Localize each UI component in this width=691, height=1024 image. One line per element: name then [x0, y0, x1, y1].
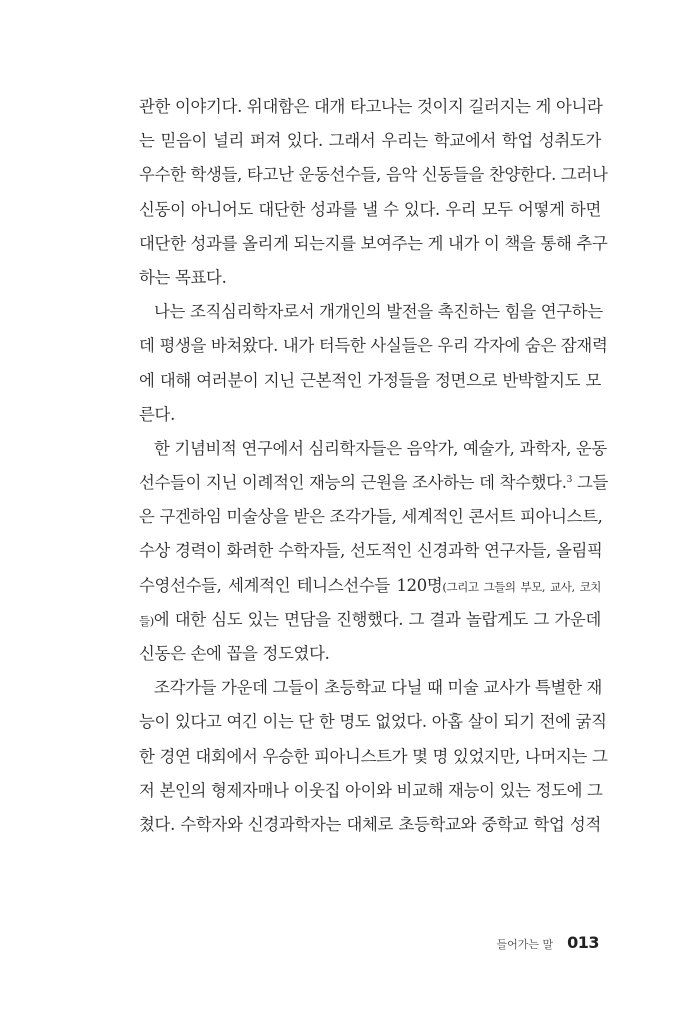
- text-line: 은 구겐하임 미술상을 받은 조각가들, 세계적인 콘서트 피아니스트,: [139, 507, 603, 527]
- body-text: [139, 90, 609, 842]
- parenthetical-note: 들): [139, 613, 154, 628]
- footnote-marker: 3: [566, 475, 573, 486]
- text-line: 조각가들 가운데 그들이 초등학교 다닐 때 미술 교사가 특별한 재: [154, 678, 603, 698]
- text-line: 신동이 아니어도 대단한 성과를 낼 수 있다. 우리 모두 어떻게 하면: [139, 199, 601, 219]
- text-segment: 선수들이 지닌 이례적인 재능의 근원을 조사하는 데 착수했다.: [139, 473, 567, 493]
- text-line: [139, 466, 609, 500]
- text-line: 하는 목표다.: [139, 267, 227, 287]
- text-line: 대단한 성과를 올리게 되는지를 보여주는 게 내가 이 책을 통해 추구: [139, 233, 608, 253]
- text-line: [139, 569, 601, 603]
- text-line: [139, 603, 601, 637]
- text-line: 신동은 손에 꼽을 정도였다.: [139, 644, 330, 663]
- text-line: 데 평생을 바쳐왔다. 내가 터득한 사실들은 우리 각자에 숨은 잠재력: [139, 336, 608, 356]
- text-line: 수상 경력이 화려한 수학자들, 선도적인 신경과학 연구자들, 올림픽: [139, 541, 603, 561]
- text-line: 능이 있다고 여긴 이는 단 한 명도 없었다. 아홉 살이 되기 전에 굵직: [139, 712, 607, 732]
- text-line: 쳤다. 수학자와 신경과학자는 대체로 초등학교와 중학교 학업 성적: [139, 814, 601, 834]
- running-title: 들어가는 말: [496, 938, 554, 951]
- text-line: 른다.: [139, 404, 175, 424]
- page-footer: [496, 933, 599, 952]
- text-line: 우수한 학생들, 타고난 운동선수들, 음악 신동들을 찬양한다. 그러나: [139, 165, 608, 185]
- text-line: 나는 조직심리학자로서 개개인의 발전을 촉진하는 힘을 연구하는: [154, 302, 603, 322]
- parenthetical-note: (그리고 그들의 부모, 교사, 코치: [442, 579, 601, 594]
- text-segment: 수영선수들, 세계적인 테니스선수들 120명: [139, 575, 443, 595]
- text-line: 한 경연 대회에서 우승한 피아니스트가 몇 명 있었지만, 나머지는 그: [139, 746, 608, 766]
- text-line: 저 본인의 형제자매나 이웃집 아이와 비교해 재능이 있는 정도에 그: [139, 780, 603, 800]
- text-line: 에 대해 여러분이 지닌 근본적인 가정들을 정면으로 반박할지도 모: [139, 370, 601, 390]
- text-line: 는 믿음이 널리 퍼져 있다. 그래서 우리는 학교에서 학업 성취도가: [139, 131, 601, 151]
- page-number: 013: [567, 933, 599, 952]
- text-line: 한 기념비적 연구에서 심리학자들은 음악가, 예술가, 과학자, 운동: [154, 438, 607, 458]
- text-line: 관한 이야기다. 위대함은 대개 타고나는 것이지 길러지는 게 아니라: [139, 97, 603, 116]
- text-segment: 에 대한 심도 있는 면담을 진행했다. 그 결과 놀랍게도 그 가운데: [153, 609, 601, 629]
- text-segment: 그들: [576, 473, 609, 493]
